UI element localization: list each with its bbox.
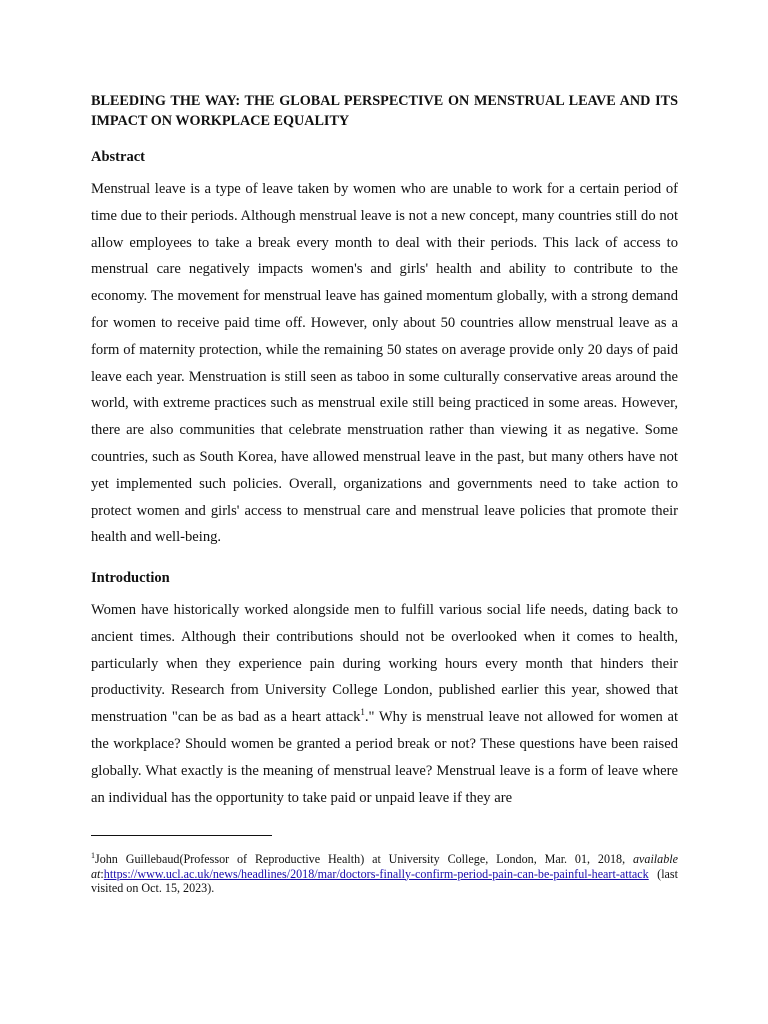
footnote-colon: : xyxy=(100,866,104,881)
footnote-available-at: available at xyxy=(91,852,678,881)
abstract-paragraph: Menstrual leave is a type of leave taken by women who are unable to work for a certain period of time due to their periods. Although menstrual leave is not a new concept, many countries still do not allow employees to take a break every month to deal with their periods. This lack of access to menstrual care negatively impacts women's and girls' health and ability to contribute to the economy. The movement for menstrual leave has gained momentum globally, with a strong demand for women to receive paid time off. However, only about 50 countries allow menstrual leave as a form of maternity protection, while the remaining 50 states on average provide only 20 days of paid leave each year. Menstruation is still seen as taboo in some culturally conservative areas around the world, with extreme practices such as menstrual exile still being practiced in some areas. However, there are also communities that celebrate menstruation rather than viewing it as negative. Some countries, such as South Korea, have allowed menstrual leave in the past, but many others have not yet implemented such policies. Overall, organizations and governments need to take action to protect women and girls' access to menstrual care and menstrual leave policies that promote their health and well-being. xyxy=(91,181,678,546)
document-title: BLEEDING THE WAY: THE GLOBAL PERSPECTIVE ON MENSTRUAL LEAVE AND ITS IMPACT ON WORKPLACE EQUALITY xyxy=(91,93,678,129)
introduction-text-part1: Women have historically worked alongside men to fulfill various social life needs, dating back to ancient times. Although their contributions should not be overlooked when it comes to health, particularly when they experience pain during working hours every month that hinders their productivity. Research from University College London, published earlier this year, showed that menstruation "can be as bad as a heart attack xyxy=(91,602,678,726)
footnote-separator xyxy=(91,835,272,836)
introduction-text-part2: ." Why is menstrual leave not allowed for women at the workplace? Should women be granted a period break or not? These questions have been raised globally. What exactly is the meaning of menstrual leave? Menstrual leave is a form of leave where an individual has the opportunity to take paid or unpaid leave if they are xyxy=(91,709,678,806)
footnote-reference[interactable]: 1 xyxy=(360,707,365,718)
footnote-mark: 1 xyxy=(91,850,95,860)
abstract-heading: Abstract xyxy=(91,149,145,165)
footnote-citation: John Guillebaud(Professor of Reproductive Health) at University College, London, Mar. 01, 2018, xyxy=(95,852,633,866)
introduction-paragraph xyxy=(91,597,678,811)
footnote-access-date: (last visited on Oct. 15, 2023). xyxy=(91,866,678,895)
introduction-heading: Introduction xyxy=(91,570,170,586)
footnote-link[interactable]: https://www.ucl.ac.uk/news/headlines/2018/mar/doctors-finally-confirm-period-pain-can-be-painful-heart-attack xyxy=(103,866,649,881)
footnote xyxy=(91,852,678,896)
